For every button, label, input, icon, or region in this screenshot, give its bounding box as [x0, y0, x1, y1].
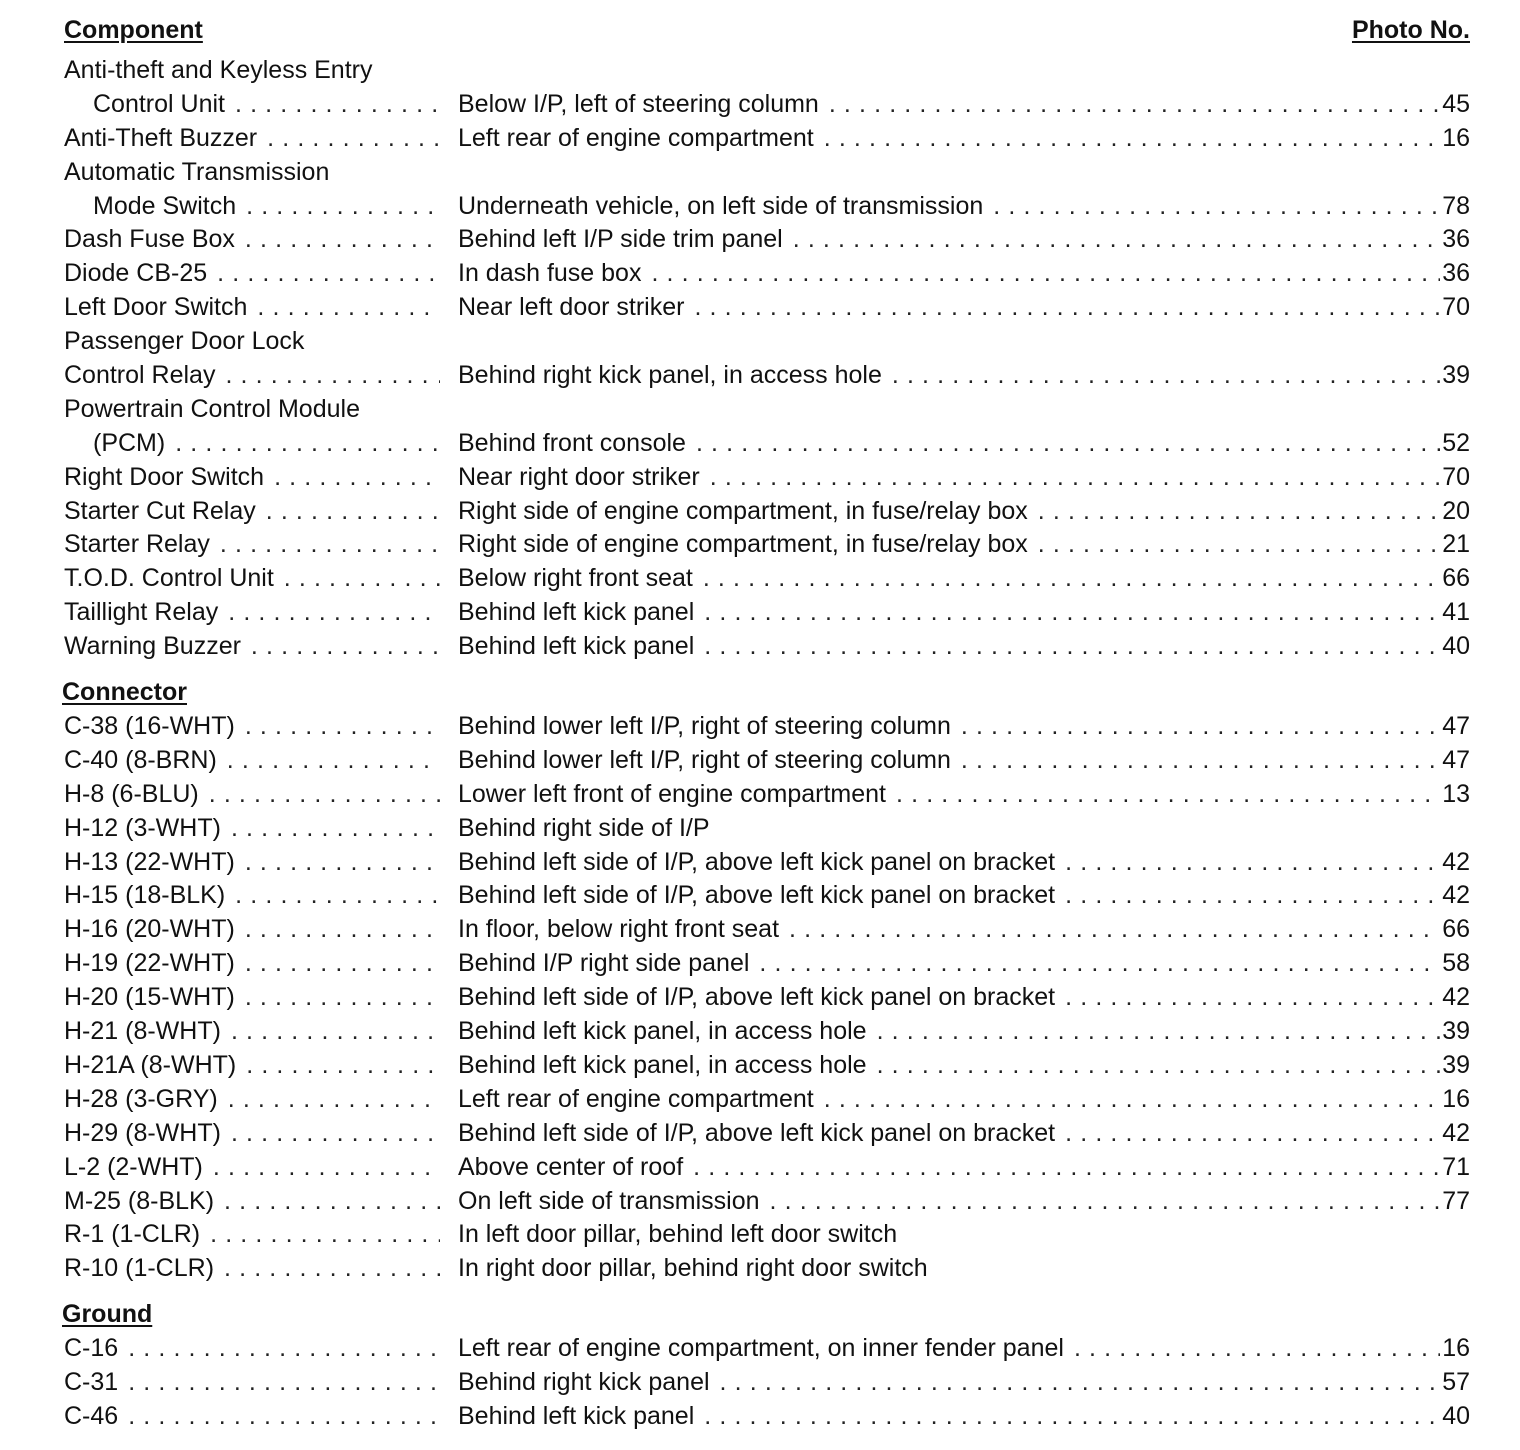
component-name-cell — [64, 528, 440, 562]
location-text: Behind left side of I/P, above left kick panel on bracket — [458, 847, 1056, 876]
photo-number: 70 — [1442, 293, 1470, 322]
leader-dots — [221, 1015, 440, 1049]
leader-dots — [218, 1083, 440, 1117]
component-name: Anti-Theft Buzzer — [64, 123, 258, 152]
photo-number: 39 — [1442, 1050, 1470, 1079]
location-text: Behind left side of I/P, above left kick panel on bracket — [458, 983, 1056, 1012]
photo-number: 42 — [1442, 983, 1470, 1012]
photo-number: 71 — [1442, 1152, 1470, 1181]
leader-dots — [886, 778, 1440, 812]
leader-dots — [210, 528, 440, 562]
table-row — [62, 1400, 1470, 1434]
table-row — [62, 1185, 1470, 1219]
leader-dots — [118, 1366, 440, 1400]
component-name-cell — [64, 846, 440, 880]
component-name-cell — [64, 223, 440, 257]
photo-number: 40 — [1442, 632, 1470, 661]
photo-number: 16 — [1442, 1084, 1470, 1113]
group-label: Passenger Door Lock — [64, 327, 305, 356]
location-cell — [458, 596, 1440, 630]
component-name: H-29 (8-WHT) — [64, 1118, 221, 1147]
table-row — [62, 778, 1470, 812]
group-label: Automatic Transmission — [64, 157, 330, 186]
table-row — [62, 1117, 1470, 1151]
location-cell — [458, 1151, 1440, 1185]
leader-dots — [693, 562, 1440, 596]
component-name: Starter Cut Relay — [64, 496, 256, 525]
component-name: Left Door Switch — [64, 293, 248, 322]
component-name: R-1 (1-CLR) — [64, 1220, 201, 1249]
component-name: H-16 (20-WHT) — [64, 915, 235, 944]
table-row — [62, 1366, 1470, 1400]
photo-number: 39 — [1442, 361, 1470, 390]
leader-dots — [819, 88, 1440, 122]
location-cell — [458, 1185, 1440, 1219]
table-row — [62, 359, 1470, 393]
location-text: Left rear of engine compartment — [458, 1084, 814, 1113]
photo-number: 40 — [1442, 1401, 1470, 1430]
location-cell — [458, 562, 1440, 596]
location-text: Behind left kick panel — [458, 632, 695, 661]
component-name-cell — [64, 596, 440, 630]
location-cell — [458, 879, 1440, 913]
location-text: Lower left front of engine compartment — [458, 779, 887, 808]
table-row — [62, 846, 1470, 880]
photo-number: 41 — [1442, 598, 1470, 627]
leader-dots — [264, 461, 440, 495]
table-row — [62, 88, 1470, 122]
leader-dots — [700, 461, 1440, 495]
leader-dots — [1055, 879, 1440, 913]
component-name: Warning Buzzer — [64, 632, 241, 661]
leader-dots — [203, 1151, 440, 1185]
component-column-header: Component — [64, 16, 203, 44]
photo-number: 78 — [1442, 191, 1470, 220]
photo-number: 16 — [1442, 123, 1470, 152]
location-cell — [458, 257, 1440, 291]
table-row — [62, 1252, 1470, 1286]
location-text: Left rear of engine compartment — [458, 123, 814, 152]
component-name: C-46 — [64, 1401, 119, 1430]
photo-number: 42 — [1442, 1118, 1470, 1147]
component-name-cell — [64, 1218, 440, 1252]
component-name: H-8 (6-BLU) — [64, 779, 199, 808]
leader-dots — [783, 223, 1440, 257]
leader-dots — [215, 359, 440, 393]
leader-dots — [235, 710, 440, 744]
leader-dots — [814, 122, 1440, 156]
location-cell — [458, 630, 1440, 664]
leader-dots — [684, 291, 1440, 325]
photo-number: 13 — [1442, 779, 1470, 808]
leader-dots — [221, 1117, 440, 1151]
location-cell — [458, 913, 1440, 947]
component-name: H-13 (22-WHT) — [64, 847, 235, 876]
leader-dots — [710, 1366, 1440, 1400]
location-text: Behind right kick panel, in access hole — [458, 361, 882, 390]
location-cell — [458, 190, 1440, 224]
location-cell — [458, 1366, 1440, 1400]
leader-dots — [749, 947, 1440, 981]
component-name-cell — [64, 461, 440, 495]
leader-dots — [235, 913, 440, 947]
component-name: C-16 — [64, 1334, 119, 1363]
component-name-cell — [64, 257, 440, 291]
location-cell — [458, 1332, 1440, 1366]
location-text: Behind front console — [458, 428, 686, 457]
leader-dots — [760, 1185, 1440, 1219]
leader-dots — [165, 427, 440, 461]
table-row — [62, 495, 1470, 529]
component-name-cell — [93, 190, 440, 224]
photo-number: 52 — [1442, 428, 1470, 457]
location-cell — [458, 223, 1440, 257]
location-text: Right side of engine compartment, in fuse/relay box — [458, 496, 1028, 525]
location-text: Near right door striker — [458, 462, 700, 491]
table-row — [62, 528, 1470, 562]
photo-number: 20 — [1442, 496, 1470, 525]
location-text: Above center of roof — [458, 1152, 684, 1181]
component-name: H-19 (22-WHT) — [64, 949, 235, 978]
leader-dots — [221, 812, 440, 846]
component-name-cell — [64, 1332, 440, 1366]
photo-number: 36 — [1442, 259, 1470, 288]
table-row — [62, 1049, 1470, 1083]
location-text: Right side of engine compartment, in fuse/relay box — [458, 530, 1028, 559]
location-cell — [458, 359, 1440, 393]
ground-section-title: Ground — [62, 1300, 153, 1329]
leader-dots — [1055, 1117, 1440, 1151]
table-row — [62, 562, 1470, 596]
photo-number: 39 — [1442, 1017, 1470, 1046]
leader-dots — [236, 190, 440, 224]
component-name-cell — [64, 1117, 440, 1151]
location-cell — [458, 461, 1440, 495]
location-cell — [458, 528, 1440, 562]
table-row — [62, 596, 1470, 630]
location-cell — [458, 1252, 1440, 1286]
photo-number: 36 — [1442, 225, 1470, 254]
leader-dots — [779, 913, 1440, 947]
component-name-cell — [64, 1400, 440, 1434]
connector-section-title: Connector — [62, 678, 187, 707]
location-text: Near left door striker — [458, 293, 685, 322]
component-name: L-2 (2-WHT) — [64, 1152, 203, 1181]
photo-number: 70 — [1442, 462, 1470, 491]
component-name-cell — [64, 630, 440, 664]
component-name: Taillight Relay — [64, 598, 219, 627]
location-cell — [458, 495, 1440, 529]
table-row — [62, 947, 1470, 981]
location-text: In floor, below right front seat — [458, 915, 780, 944]
leader-dots — [235, 947, 440, 981]
photo-number: 16 — [1442, 1334, 1470, 1363]
photo-number-column-header: Photo No. — [1351, 16, 1470, 44]
leader-dots — [200, 1218, 440, 1252]
location-text: Below right front seat — [458, 564, 693, 593]
component-name-cell — [64, 291, 440, 325]
location-cell — [458, 981, 1440, 1015]
leader-dots — [235, 981, 440, 1015]
leader-dots — [214, 1252, 440, 1286]
leader-dots — [256, 495, 440, 529]
photo-number: 57 — [1442, 1368, 1470, 1397]
leader-dots — [1055, 981, 1440, 1015]
location-text: Behind left kick panel — [458, 1401, 695, 1430]
components-list — [62, 54, 1470, 664]
table-row — [62, 1332, 1470, 1366]
location-cell — [458, 1117, 1440, 1151]
component-name: Right Door Switch — [64, 462, 265, 491]
component-name: C-38 (16-WHT) — [64, 712, 235, 741]
table-row — [62, 913, 1470, 947]
location-text: Behind lower left I/P, right of steering column — [458, 745, 951, 774]
location-cell — [458, 710, 1440, 744]
photo-number: 47 — [1442, 745, 1470, 774]
leader-dots — [207, 257, 440, 291]
component-name: H-15 (18-BLK) — [64, 881, 226, 910]
component-name: C-31 — [64, 1368, 119, 1397]
photo-number: 66 — [1442, 564, 1470, 593]
photo-number: 66 — [1442, 915, 1470, 944]
photo-number: 58 — [1442, 949, 1470, 978]
photo-number: 77 — [1442, 1186, 1470, 1215]
leader-dots — [694, 630, 1440, 664]
location-cell — [458, 947, 1440, 981]
table-row — [62, 744, 1470, 778]
component-locator-page — [62, 14, 1470, 1434]
group-label: Powertrain Control Module — [64, 394, 360, 423]
component-name: H-21 (8-WHT) — [64, 1017, 221, 1046]
grounds-list — [62, 1332, 1470, 1434]
table-row — [62, 190, 1470, 224]
location-text: Behind left side of I/P, above left kick panel on bracket — [458, 1118, 1056, 1147]
component-name-cell — [64, 744, 440, 778]
leader-dots — [236, 1049, 440, 1083]
leader-dots — [1028, 528, 1440, 562]
leader-dots — [225, 88, 440, 122]
leader-dots — [1055, 846, 1440, 880]
leader-dots — [218, 596, 440, 630]
table-row — [62, 461, 1470, 495]
component-name-cell — [64, 1049, 440, 1083]
component-name: Mode Switch — [93, 191, 237, 220]
location-cell — [458, 846, 1440, 880]
location-text: In dash fuse box — [458, 259, 642, 288]
leader-dots — [694, 1400, 1440, 1434]
component-name-cell — [64, 359, 440, 393]
photo-number: 21 — [1442, 530, 1470, 559]
component-name-cell — [64, 710, 440, 744]
photo-number: 42 — [1442, 881, 1470, 910]
location-cell — [458, 1049, 1440, 1083]
component-name: H-28 (3-GRY) — [64, 1084, 218, 1113]
location-cell — [458, 122, 1440, 156]
leader-dots — [274, 562, 440, 596]
location-text: Behind right kick panel — [458, 1368, 710, 1397]
leader-dots — [241, 630, 440, 664]
leader-dots — [694, 596, 1440, 630]
table-row — [62, 1015, 1470, 1049]
table-row — [62, 257, 1470, 291]
leader-dots — [867, 1049, 1440, 1083]
location-text: In left door pillar, behind left door switch — [458, 1220, 898, 1249]
leader-dots — [118, 1332, 440, 1366]
leader-dots — [235, 223, 440, 257]
table-row — [62, 291, 1470, 325]
location-text: On left side of transmission — [458, 1186, 760, 1215]
group-label: Anti-theft and Keyless Entry — [64, 56, 373, 84]
table-row — [62, 427, 1470, 461]
table-row — [62, 1218, 1470, 1252]
leader-dots — [225, 879, 440, 913]
location-cell — [458, 1218, 1440, 1252]
location-cell — [458, 1015, 1440, 1049]
location-cell — [458, 778, 1440, 812]
component-name-cell — [64, 1083, 440, 1117]
location-text: Left rear of engine compartment, on inner fender panel — [458, 1334, 1064, 1363]
component-name: H-12 (3-WHT) — [64, 813, 221, 842]
leader-dots — [199, 778, 440, 812]
leader-dots — [217, 744, 440, 778]
leader-dots — [1064, 1332, 1440, 1366]
component-name: H-21A (8-WHT) — [64, 1050, 237, 1079]
component-name: T.O.D. Control Unit — [64, 564, 274, 593]
leader-dots — [814, 1083, 1440, 1117]
component-name: M-25 (8-BLK) — [64, 1186, 215, 1215]
photo-number: 47 — [1442, 712, 1470, 741]
location-text: Behind left kick panel, in access hole — [458, 1050, 867, 1079]
table-row — [62, 879, 1470, 913]
component-name: C-40 (8-BRN) — [64, 745, 217, 774]
location-text: In right door pillar, behind right door switch — [458, 1254, 928, 1283]
component-name: Control Relay — [64, 361, 216, 390]
leader-dots — [867, 1015, 1440, 1049]
component-name-cell — [64, 913, 440, 947]
component-name: Diode CB-25 — [64, 259, 208, 288]
component-name: (PCM) — [93, 428, 166, 457]
location-text: Below I/P, left of steering column — [458, 89, 819, 118]
table-row — [62, 710, 1470, 744]
leader-dots — [686, 427, 1440, 461]
component-name-cell — [64, 1151, 440, 1185]
location-text: Behind lower left I/P, right of steering column — [458, 712, 951, 741]
component-name-cell — [64, 1185, 440, 1219]
component-name-cell — [64, 947, 440, 981]
location-cell — [458, 291, 1440, 325]
location-cell — [458, 88, 1440, 122]
component-name-cell — [64, 562, 440, 596]
photo-number: 45 — [1442, 89, 1470, 118]
table-row — [62, 812, 1470, 846]
component-name-cell — [64, 812, 440, 846]
component-name-cell — [93, 427, 440, 461]
location-cell — [458, 427, 1440, 461]
component-name-cell — [93, 88, 440, 122]
table-row — [62, 1151, 1470, 1185]
location-cell — [458, 744, 1440, 778]
component-name: Starter Relay — [64, 530, 210, 559]
leader-dots — [257, 122, 440, 156]
location-text: Underneath vehicle, on left side of transmission — [458, 191, 984, 220]
component-name: Control Unit — [93, 89, 225, 118]
table-row — [62, 122, 1470, 156]
component-name-cell — [64, 1252, 440, 1286]
connectors-list — [62, 710, 1470, 1286]
component-name-cell — [64, 1015, 440, 1049]
table-row — [62, 1083, 1470, 1117]
location-text: Behind right side of I/P — [458, 813, 710, 842]
leader-dots — [882, 359, 1440, 393]
photo-number: 42 — [1442, 847, 1470, 876]
component-name-cell — [64, 1366, 440, 1400]
component-name: Dash Fuse Box — [64, 225, 235, 254]
location-text: Behind I/P right side panel — [458, 949, 750, 978]
table-row — [62, 223, 1470, 257]
leader-dots — [247, 291, 440, 325]
leader-dots — [118, 1400, 440, 1434]
leader-dots — [235, 846, 440, 880]
location-cell — [458, 1400, 1440, 1434]
location-text: Behind left kick panel, in access hole — [458, 1017, 867, 1046]
table-header — [62, 14, 1470, 54]
leader-dots — [214, 1185, 440, 1219]
component-name: H-20 (15-WHT) — [64, 983, 235, 1012]
location-cell — [458, 1083, 1440, 1117]
leader-dots — [951, 710, 1440, 744]
table-row — [62, 630, 1470, 664]
leader-dots — [1028, 495, 1440, 529]
component-name-cell — [64, 981, 440, 1015]
component-name-cell — [64, 122, 440, 156]
leader-dots — [951, 744, 1440, 778]
leader-dots — [683, 1151, 1440, 1185]
component-name-cell — [64, 778, 440, 812]
table-row — [62, 981, 1470, 1015]
location-text: Behind left kick panel — [458, 598, 695, 627]
leader-dots — [983, 190, 1440, 224]
component-name-cell — [64, 879, 440, 913]
location-text: Behind left side of I/P, above left kick panel on bracket — [458, 881, 1056, 910]
location-text: Behind left I/P side trim panel — [458, 225, 783, 254]
location-cell — [458, 812, 1440, 846]
leader-dots — [641, 257, 1440, 291]
component-name-cell — [64, 495, 440, 529]
component-name: R-10 (1-CLR) — [64, 1254, 215, 1283]
